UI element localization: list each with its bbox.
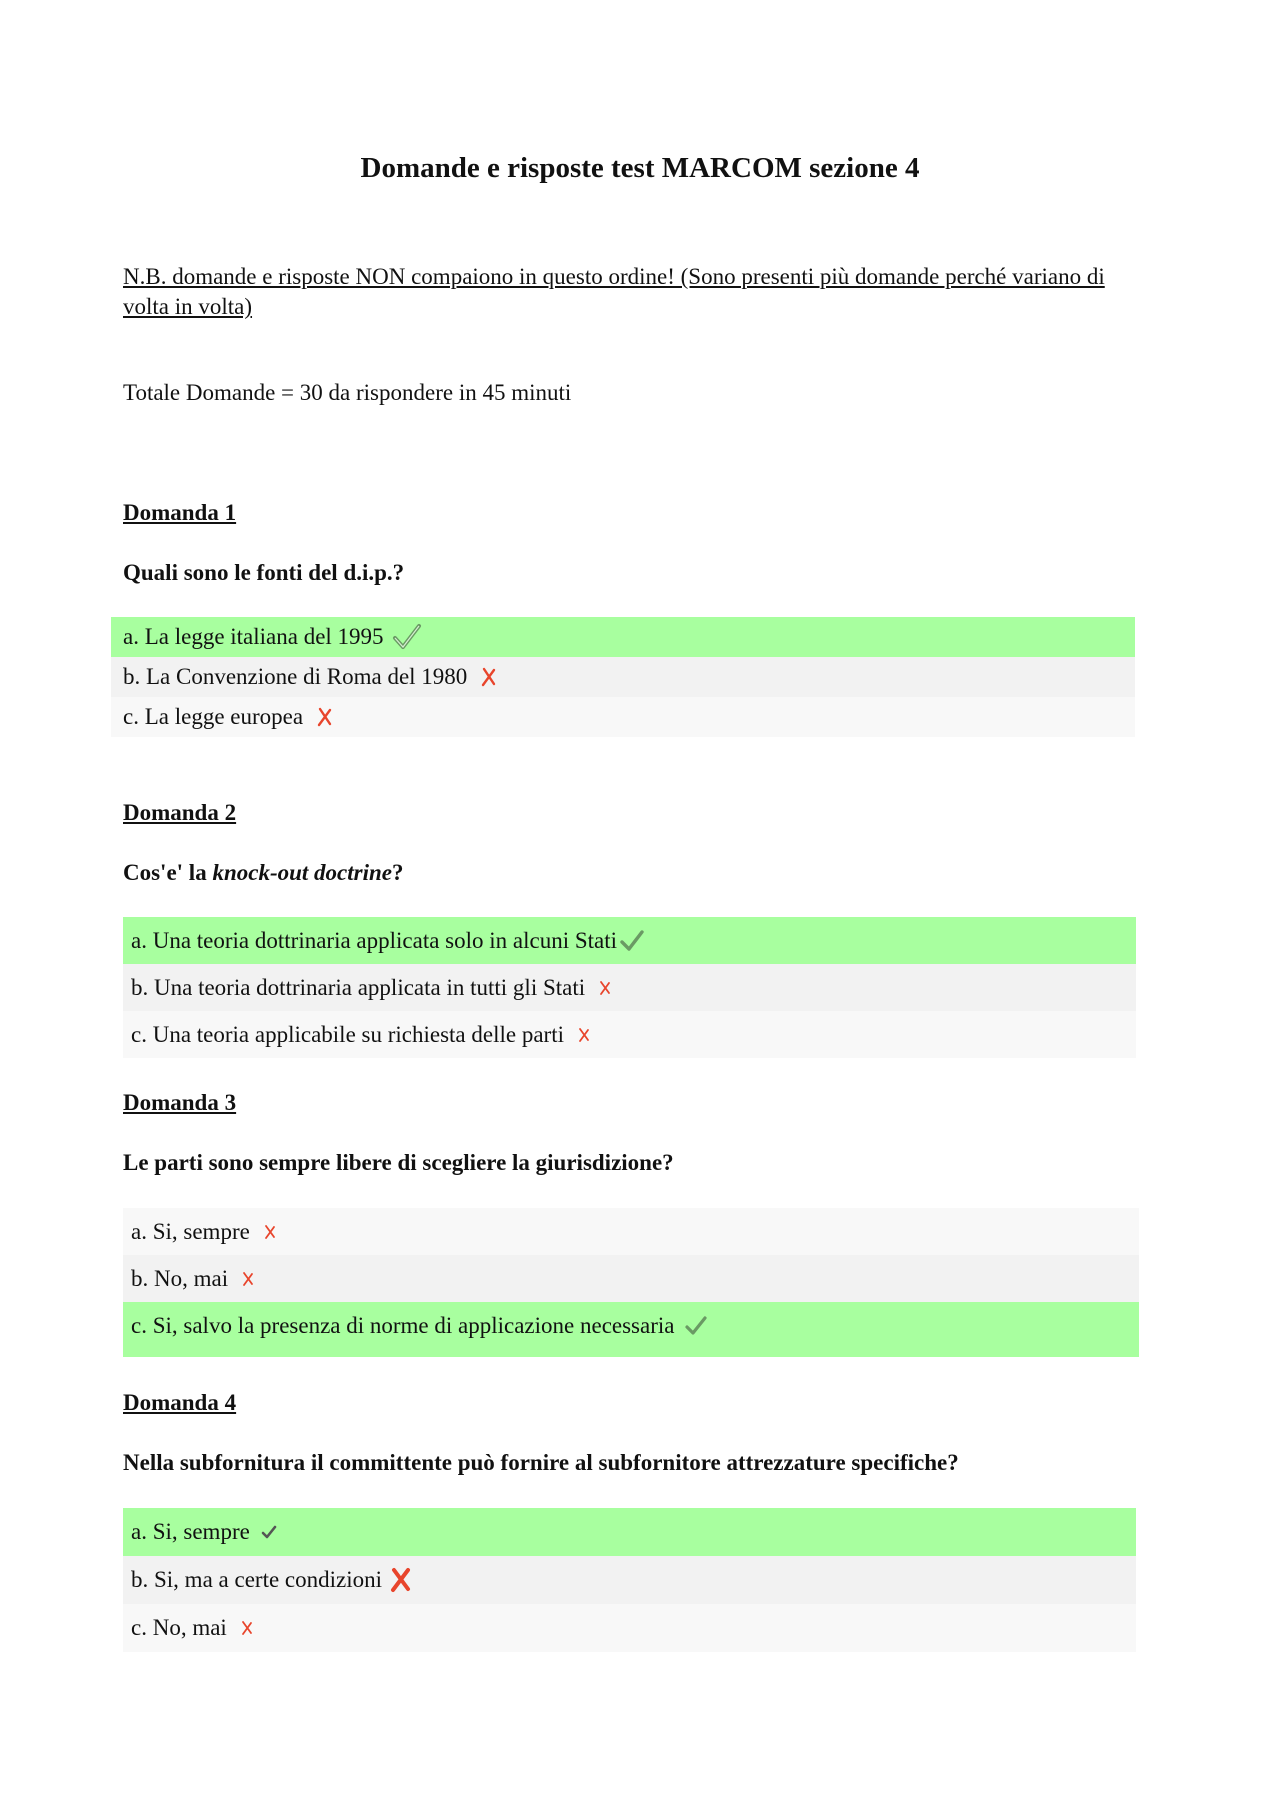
cross-icon [481, 667, 497, 687]
cross-icon [390, 1567, 412, 1593]
check-icon [684, 1315, 708, 1337]
question-1-text: Quali sono le fonti del d.i.p.? [123, 560, 405, 585]
answer-2b[interactable]: b. Una teoria dottrinaria applicata in tutti gli Stati [123, 964, 1136, 1011]
answer-4c[interactable]: c. No, mai [123, 1604, 1136, 1652]
question-1-heading: Domanda 1 [123, 500, 237, 525]
check-icon [392, 623, 422, 651]
check-icon [619, 929, 645, 953]
order-note: N.B. domande e risposte NON compaiono in questo ordine! (Sono presenti più domande perché variano di volta in volta) [123, 264, 1105, 319]
question-3-text: Le parti sono sempre libere di scegliere la giurisdizione? [123, 1150, 674, 1175]
answer-1a[interactable]: a. La legge italiana del 1995 [111, 617, 1135, 657]
page-title: Domande e risposte test MARCOM sezione 4 [360, 152, 920, 184]
answer-2c[interactable]: c. Una teoria applicabile su richiesta delle parti [123, 1011, 1136, 1058]
cross-icon [317, 707, 333, 727]
cross-icon [599, 980, 611, 996]
question-2-heading: Domanda 2 [123, 800, 237, 825]
question-4-answers [123, 1508, 1136, 1652]
question-4-text: Nella subfornitura il committente può fornire al subfornitore attrezzature specifiche? [123, 1450, 959, 1475]
answer-1c[interactable]: c. La legge europea [111, 697, 1135, 737]
cross-icon [242, 1271, 254, 1287]
total-questions: Totale Domande = 30 da rispondere in 45 minuti [123, 380, 572, 405]
question-1-answers [111, 617, 1135, 737]
answer-4a[interactable]: a. Si, sempre [123, 1508, 1136, 1556]
question-4-heading: Domanda 4 [123, 1390, 237, 1415]
question-2-text: Cos'e' la knock-out doctrine? [123, 860, 404, 885]
question-3-answers [123, 1208, 1139, 1357]
question-2-answers [123, 917, 1136, 1058]
answer-1b[interactable]: b. La Convenzione di Roma del 1980 [111, 657, 1135, 697]
answer-3a[interactable]: a. Si, sempre [123, 1208, 1139, 1255]
cross-icon [264, 1224, 276, 1240]
answer-3b[interactable]: b. No, mai [123, 1255, 1139, 1302]
answer-4b[interactable]: b. Si, ma a certe condizioni [123, 1556, 1136, 1604]
answer-3c[interactable]: c. Si, salvo la presenza di norme di applicazione necessaria [123, 1302, 1139, 1357]
cross-icon [578, 1027, 590, 1043]
question-3-heading: Domanda 3 [123, 1090, 237, 1115]
check-icon [260, 1524, 278, 1540]
cross-icon [241, 1620, 253, 1636]
answer-2a[interactable]: a. Una teoria dottrinaria applicata solo in alcuni Stati [123, 917, 1136, 964]
